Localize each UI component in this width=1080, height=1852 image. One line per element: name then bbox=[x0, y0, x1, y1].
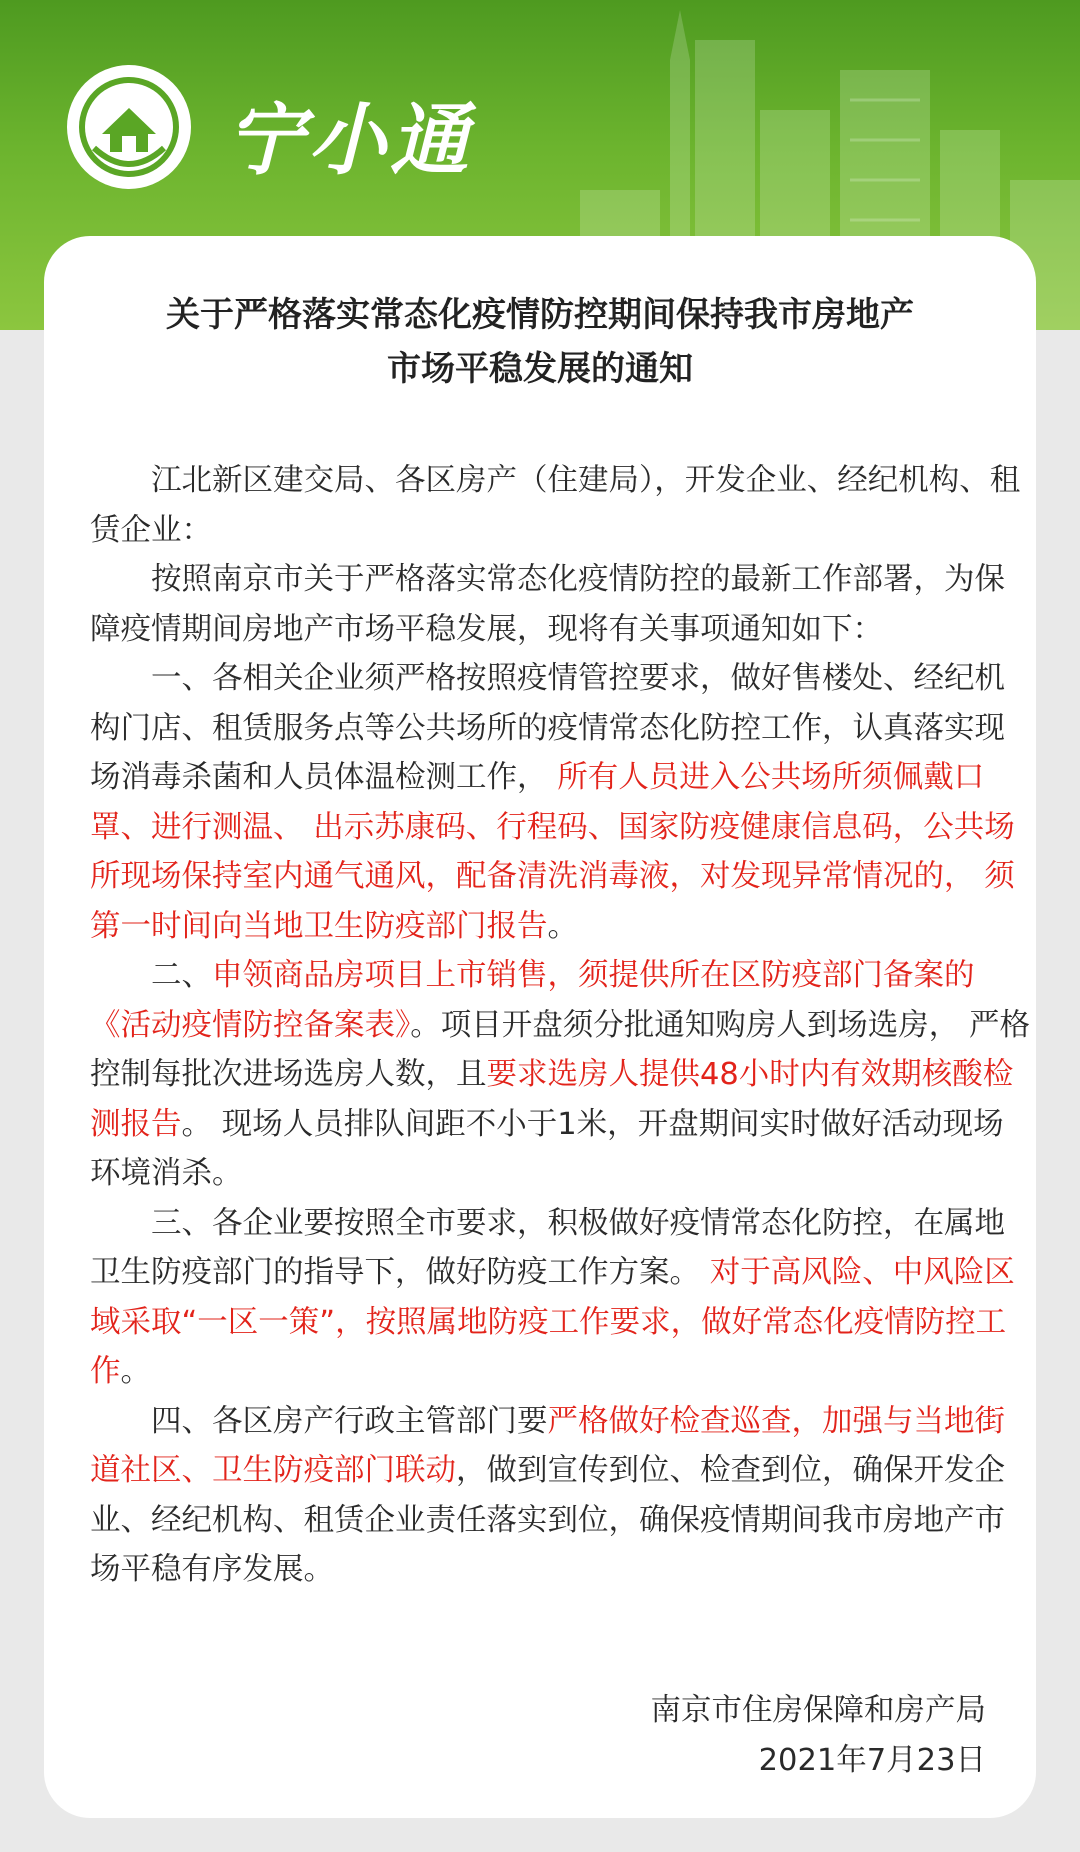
notice-body bbox=[90, 456, 1030, 1595]
title-line-1: 关于严格落实常态化疫情防控期间保持我市房地产 bbox=[166, 295, 914, 335]
item-3-text: 三、各企业要按照全市要求，积极做好疫情常态化防控，在属地卫生防疫部门的指导下，做好防疫工作方案。 bbox=[90, 1205, 1005, 1290]
item-3-highlight: 对于高风险、中风险区域采取“一区一策”，按照属地防疫工作要求，做好常态化疫情防控工作 bbox=[90, 1255, 1015, 1389]
item-2-highlight-1: 申领商品房项目上市销售，须提供所在区防疫部门备案的《活动疫情防控备案表》 bbox=[90, 958, 975, 1043]
item-4-text-2: ，做到宣传到位、检查到位，确保开发企业、经纪机构、租赁企业责任落实到位，确保疫情期间我市房地产市场平稳有序发展。 bbox=[90, 1453, 1005, 1587]
item-4-paragraph bbox=[90, 1397, 1030, 1595]
signature-date: 2021年7月23日 bbox=[758, 1743, 986, 1778]
signature-block bbox=[651, 1686, 987, 1786]
item-1-highlight: 所有人员进入公共场所须佩戴口罩、进行测温、 出示苏康码、行程码、国家防疫健康信息码，公共场所现场保持室内通气通风，配备清洗消毒液，对发现异常情况的， 须第一时间向当地卫生防疫部门报告 bbox=[90, 760, 1015, 944]
item-4-highlight: 严格做好检查巡查，加强与当地街道社区、卫生防疫部门联动 bbox=[90, 1403, 1005, 1488]
intro-paragraph: 按照南京市关于严格落实常态化疫情防控的最新工作部署，为保障疫情期间房地产市场平稳发展，现将有关事项通知如下： bbox=[90, 562, 1005, 647]
item-2-text-2: 。 现场人员排队间距不小于1米，开盘期间实时做好活动现场环境消杀。 bbox=[90, 1106, 1004, 1191]
item-2-text-1: 。项目开盘须分批通知购房人到场选房， 严格控制每批次进场选房人数，且 bbox=[90, 1007, 1030, 1092]
item-1-paragraph bbox=[90, 654, 1030, 951]
item-3-end: 。 bbox=[120, 1354, 151, 1389]
item-2-paragraph bbox=[90, 951, 1030, 1199]
notice-card bbox=[44, 236, 1036, 1818]
brand-name: 宁小通 bbox=[226, 96, 473, 186]
addressee-paragraph: 江北新区建交局、各区房产（住建局），开发企业、经纪机构、租赁企业： bbox=[90, 463, 1021, 548]
title-line-2: 市场平稳发展的通知 bbox=[387, 349, 693, 389]
signature-organization: 南京市住房保障和房产局 bbox=[650, 1693, 986, 1728]
item-2-highlight-2: 要求选房人提供48小时内有效期核酸检测报告 bbox=[90, 1057, 1014, 1142]
item-2-number: 二、 bbox=[151, 958, 212, 993]
house-emblem-icon bbox=[64, 62, 194, 192]
notice-title bbox=[104, 288, 976, 396]
item-3-paragraph bbox=[90, 1199, 1030, 1397]
item-4-text-1: 四、各区房产行政主管部门要 bbox=[151, 1403, 548, 1439]
item-1-end: 。 bbox=[547, 908, 578, 944]
item-1-text: 一、各相关企业须严格按照疫情管控要求，做好售楼处、经纪机构门店、租赁服务点等公共场所的疫情常态化防控工作，认真落实现场消毒杀菌和人员体温检测工作， bbox=[90, 661, 1005, 795]
bureau-logo bbox=[64, 62, 194, 192]
